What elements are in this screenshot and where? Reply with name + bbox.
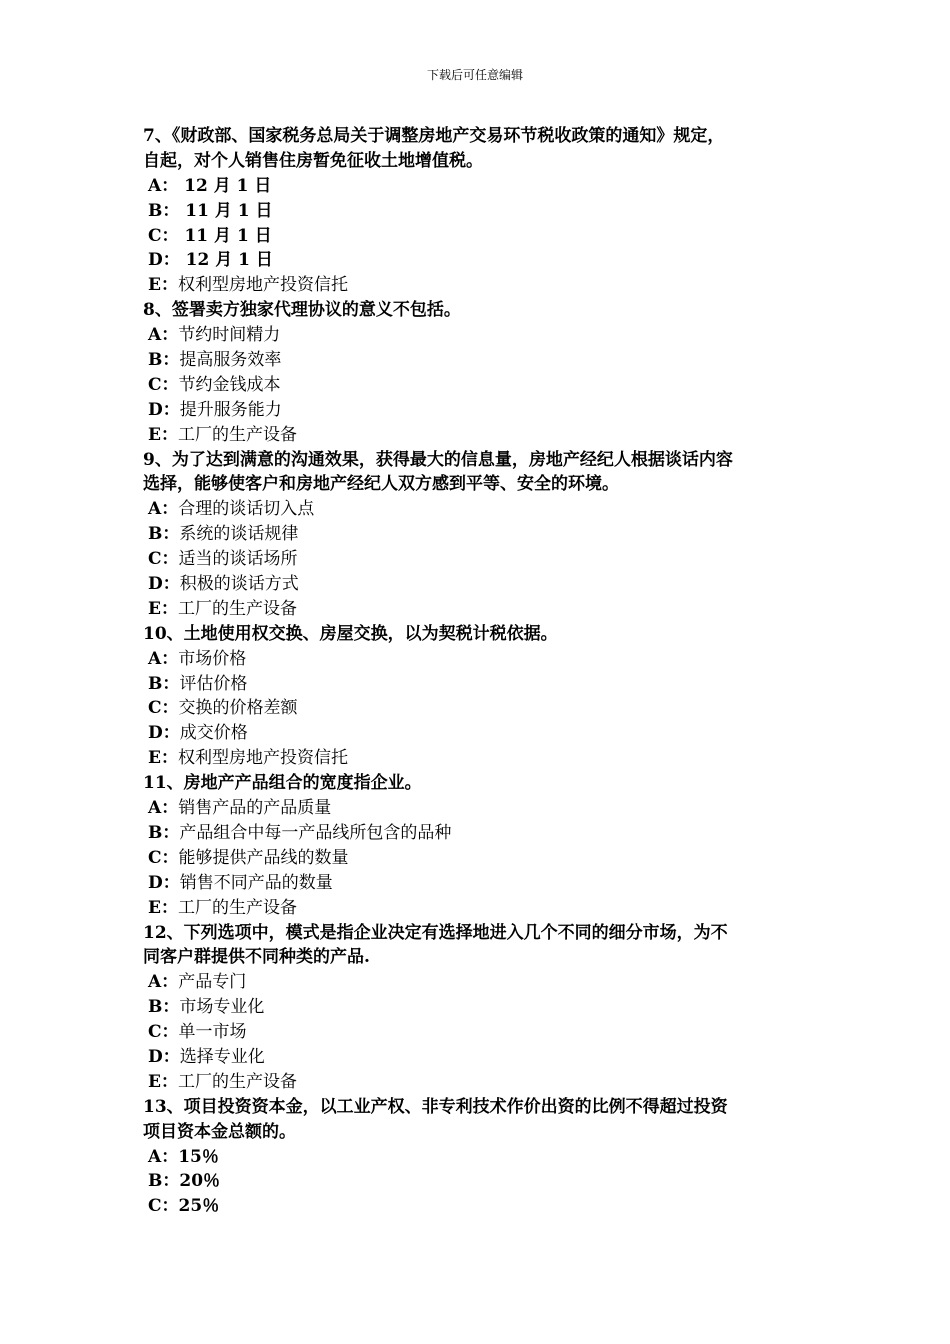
question-text: 9、为了达到满意的沟通效果，获得最大的信息量，房地产经纪人根据谈话内容 <box>143 449 733 470</box>
option-text: 选择专业化 <box>179 1046 265 1067</box>
option-a <box>143 323 815 348</box>
option-c <box>143 373 815 398</box>
option-key: B： <box>148 350 180 371</box>
option-key: A： <box>148 1146 179 1167</box>
option-c <box>143 846 815 871</box>
option-text: 提高服务效率 <box>179 350 282 371</box>
option-key: A： <box>148 798 179 819</box>
option-c <box>143 1020 815 1045</box>
option-text: 15％ <box>178 1146 219 1167</box>
option-text: 12 月 1 日 <box>178 175 272 196</box>
option-a <box>143 174 815 199</box>
option-b <box>143 348 815 373</box>
option-b <box>143 1169 815 1194</box>
option-a <box>143 796 815 821</box>
question-text: 7、《财政部、国家税务总局关于调整房地产交易环节税收政策的通知》规定， <box>143 126 725 146</box>
option-text: 工厂的生产设备 <box>177 598 297 619</box>
option-text: 成交价格 <box>179 723 248 744</box>
option-key: C： <box>148 549 179 570</box>
option-d <box>143 248 815 273</box>
option-key: A： <box>148 499 179 520</box>
option-b <box>143 199 815 224</box>
option-b <box>143 821 815 846</box>
option-key: B： <box>148 673 180 694</box>
question-text: 选择，能够使客户和房地产经纪人双方感到平等、安全的环境。 <box>143 474 619 495</box>
option-key: C： <box>148 1022 179 1043</box>
question-7 <box>143 124 815 298</box>
option-key: B： <box>148 997 180 1018</box>
option-key: B： <box>148 1171 180 1192</box>
option-a <box>143 1145 815 1170</box>
option-key: E： <box>148 897 178 918</box>
question-text: 13、项目投资资本金，以工业产权、非专利技术作价出资的比例不得超过投资 <box>143 1096 728 1117</box>
option-key: E： <box>148 598 178 619</box>
option-text: 评估价格 <box>179 673 248 694</box>
option-key: A： <box>148 325 179 346</box>
option-text: 交换的价格差额 <box>178 698 298 719</box>
option-text: 节约金钱成本 <box>178 374 281 395</box>
question-text: 自起，对个人销售住房暂免征收土地增值税。 <box>143 150 483 171</box>
question-text: 12、下列选项中，模式是指企业决定有选择地进入几个不同的细分市场，为不 <box>143 922 728 943</box>
option-text: 市场价格 <box>178 648 247 669</box>
page-header: 下载后可任意编辑 <box>426 68 523 82</box>
option-text: 11 月 1 日 <box>178 225 272 246</box>
option-key: E： <box>148 275 178 296</box>
option-key: B： <box>148 524 180 545</box>
option-c <box>143 547 815 572</box>
option-text: 产品组合中每一产品线所包含的品种 <box>179 822 452 843</box>
option-e <box>143 273 815 298</box>
option-c <box>143 1194 815 1219</box>
option-e <box>143 597 815 622</box>
option-key: D： <box>148 723 180 744</box>
question-text: 10、土地使用权交换、房屋交换，以为契税计税依据。 <box>143 623 558 644</box>
option-key: D： <box>148 250 180 271</box>
option-key: D： <box>148 872 180 893</box>
option-d <box>143 1045 815 1070</box>
option-text: 工厂的生产设备 <box>177 897 297 918</box>
option-key: C： <box>148 698 179 719</box>
option-b <box>143 995 815 1020</box>
option-text: 适当的谈话场所 <box>178 549 298 570</box>
option-text: 合理的谈话切入点 <box>178 499 315 520</box>
option-key: E： <box>148 1071 178 1092</box>
option-text: 12 月 1 日 <box>179 250 273 271</box>
question-9 <box>143 448 815 622</box>
option-key: C： <box>148 847 179 868</box>
option-a <box>143 970 815 995</box>
option-text: 25％ <box>178 1196 220 1217</box>
question-10 <box>143 622 815 771</box>
option-c <box>143 696 815 721</box>
option-text: 积极的谈话方式 <box>179 574 299 595</box>
option-d <box>143 871 815 896</box>
option-text: 系统的谈话规律 <box>179 524 299 545</box>
option-text: 销售产品的产品质量 <box>178 798 332 819</box>
question-text: 项目资本金总额的。 <box>143 1121 296 1142</box>
option-key: E： <box>148 424 178 445</box>
option-key: D： <box>148 399 180 420</box>
option-b <box>143 522 815 547</box>
option-text: 工厂的生产设备 <box>177 424 297 445</box>
option-key: C： <box>148 1196 179 1217</box>
option-text: 20％ <box>179 1171 221 1192</box>
option-key: C： <box>148 374 179 395</box>
option-text: 产品专门 <box>178 972 247 993</box>
option-text: 能够提供产品线的数量 <box>178 847 349 868</box>
option-e <box>143 1070 815 1095</box>
option-text: 权利型房地产投资信托 <box>177 748 348 769</box>
option-key: E： <box>148 748 178 769</box>
option-b <box>143 672 815 697</box>
question-11 <box>143 771 815 920</box>
question-text: 同客户群提供不同种类的产品. <box>143 947 370 968</box>
option-a <box>143 647 815 672</box>
option-d <box>143 398 815 423</box>
option-text: 工厂的生产设备 <box>177 1071 297 1092</box>
option-key: B： <box>148 200 180 221</box>
option-e <box>143 746 815 771</box>
option-key: C： <box>148 225 179 246</box>
option-text: 节约时间精力 <box>178 325 281 346</box>
option-c <box>143 224 815 249</box>
question-12 <box>143 921 815 1095</box>
option-key: A： <box>148 175 179 196</box>
option-text: 权利型房地产投资信托 <box>177 275 348 296</box>
question-text: 11、房地产产品组合的宽度指企业。 <box>143 773 422 794</box>
option-key: A： <box>148 648 179 669</box>
option-d <box>143 572 815 597</box>
question-8 <box>143 298 815 447</box>
option-a <box>143 497 815 522</box>
option-e <box>143 896 815 921</box>
option-text: 11 月 1 日 <box>179 200 273 221</box>
option-text: 销售不同产品的数量 <box>179 872 333 893</box>
document-body <box>143 124 815 1219</box>
option-key: A： <box>148 972 179 993</box>
option-text: 提升服务能力 <box>179 399 282 420</box>
option-text: 单一市场 <box>178 1022 247 1043</box>
option-key: D： <box>148 1046 180 1067</box>
option-text: 市场专业化 <box>179 997 265 1018</box>
question-text: 8、签署卖方独家代理协议的意义不包括。 <box>143 300 461 321</box>
option-e <box>143 423 815 448</box>
question-13 <box>143 1095 815 1219</box>
option-d <box>143 721 815 746</box>
option-key: B： <box>148 822 180 843</box>
option-key: D： <box>148 574 180 595</box>
